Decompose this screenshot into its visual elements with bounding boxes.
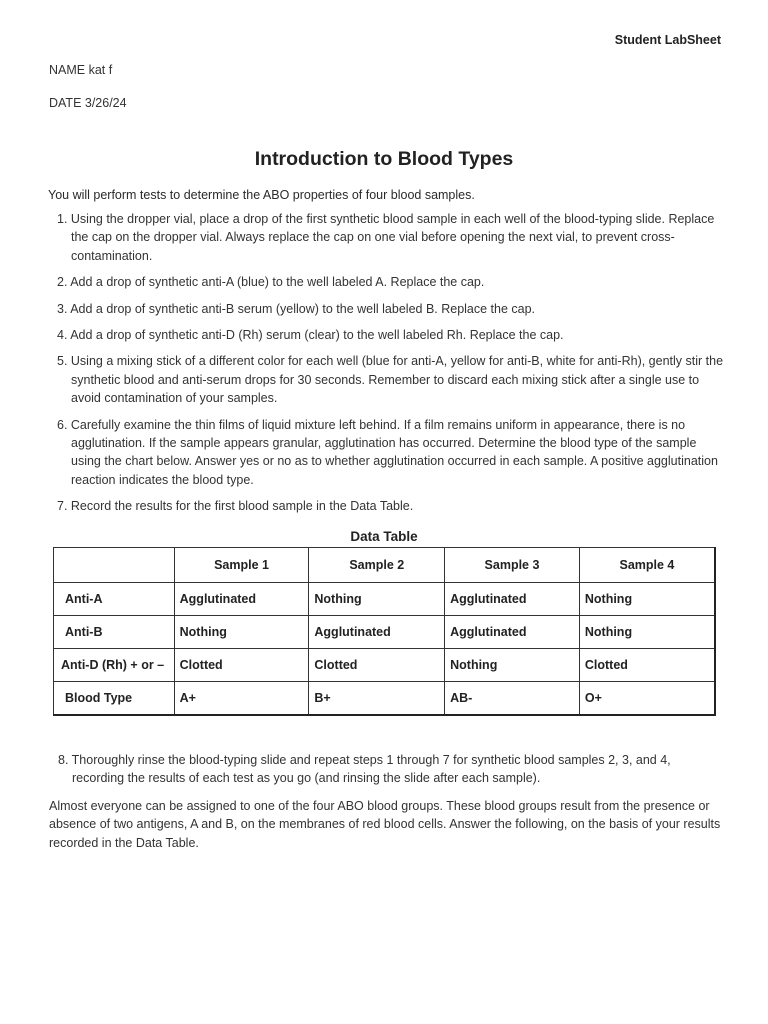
step-item: 6. Carefully examine the thin films of liquid mixture left behind. If a film remains uniform in appearance, there is no agglutination. If the sample appears granular, agglutination has occurred. Determine the blood type of the sample using the chart below. Answer yes or no as to whether agglutination occurred in each sample. A positive agglutination reaction indicates the blood type.	[57, 417, 718, 487]
step-item: 5. Using a mixing stick of a different color for each well (blue for anti-A, yellow for anti-B, white for anti-Rh), gently stir the synthetic blood and anti-serum drops for 30 seconds. Remember to discard each mixing stick after a single use to avoid contamination of your samples.	[57, 354, 724, 406]
table-row	[54, 583, 716, 616]
step-item: 1. Using the dropper vial, place a drop of the first synthetic blood sample in each well of the blood-typing slide. Replace the cap on the dropper vial. Always replace the cap on one vial before opening the next vial, to prevent cross-contamination.	[57, 212, 715, 263]
table-cell: Nothing	[579, 616, 715, 649]
student-name: NAME kat f	[49, 63, 113, 77]
step-item: 8. Thoroughly rinse the blood-typing slide and repeat steps 1 through 7 for synthetic blood samples 2, 3, and 4, recording the results of each test as you go (and rinsing the slide after each sample).	[58, 753, 671, 786]
table-cell: Nothing	[309, 583, 445, 616]
step-item: 3. Add a drop of synthetic anti-B serum (yellow) to the well labeled B. Replace the cap.	[57, 301, 536, 316]
table-cell: AB-	[445, 682, 580, 716]
step-item: 4. Add a drop of synthetic anti-D (Rh) serum (clear) to the well labeled Rh. Replace the cap.	[57, 328, 564, 343]
table-cell: Agglutinated	[309, 616, 445, 649]
row-label: Anti-A	[54, 583, 175, 616]
column-header: Sample 2	[309, 548, 445, 583]
table-cell: Nothing	[579, 583, 715, 616]
table-cell: B+	[309, 682, 445, 716]
data-table-caption: Data Table	[350, 529, 418, 544]
row-label: Anti-B	[54, 616, 175, 649]
table-cell: Agglutinated	[445, 583, 580, 616]
table-cell: O+	[579, 682, 715, 716]
lab-date: DATE 3/26/24	[49, 96, 127, 110]
table-cell: A+	[174, 682, 309, 716]
column-header: Sample 4	[579, 548, 715, 583]
table-row	[54, 682, 716, 716]
table-header-row	[54, 548, 716, 583]
procedure-step-8	[52, 751, 722, 788]
column-header: Sample 1	[174, 548, 309, 583]
table-cell: Agglutinated	[174, 583, 309, 616]
table-cell: Clotted	[174, 649, 309, 682]
step-item: 7. Record the results for the first blood sample in the Data Table.	[57, 499, 414, 514]
table-cell: Agglutinated	[445, 616, 580, 649]
table-row	[54, 616, 716, 649]
table-cell: Nothing	[445, 649, 580, 682]
column-header	[54, 548, 175, 583]
data-table	[53, 547, 716, 716]
sheet-header-label: Student LabSheet	[614, 33, 721, 47]
row-label: Anti-D (Rh) + or –	[54, 649, 175, 682]
row-label: Blood Type	[54, 682, 175, 716]
step-item: 2. Add a drop of synthetic anti-A (blue) to the well labeled A. Replace the cap.	[57, 275, 485, 290]
table-row	[54, 649, 716, 682]
intro-text: You will perform tests to determine the ABO properties of four blood samples.	[48, 188, 475, 202]
table-cell: Clotted	[309, 649, 445, 682]
closing-paragraph: Almost everyone can be assigned to one of the four ABO blood groups. These blood groups result from the presence or absence of two antigens, A and B, on the membranes of red blood cells. Answer the following, on the basis of your results recorded in the Data Table.	[49, 799, 721, 850]
page-title: Introduction to Blood Types	[254, 148, 514, 170]
column-header: Sample 3	[445, 548, 580, 583]
table-cell: Nothing	[174, 616, 309, 649]
procedure-steps	[51, 210, 726, 516]
table-cell: Clotted	[579, 649, 715, 682]
